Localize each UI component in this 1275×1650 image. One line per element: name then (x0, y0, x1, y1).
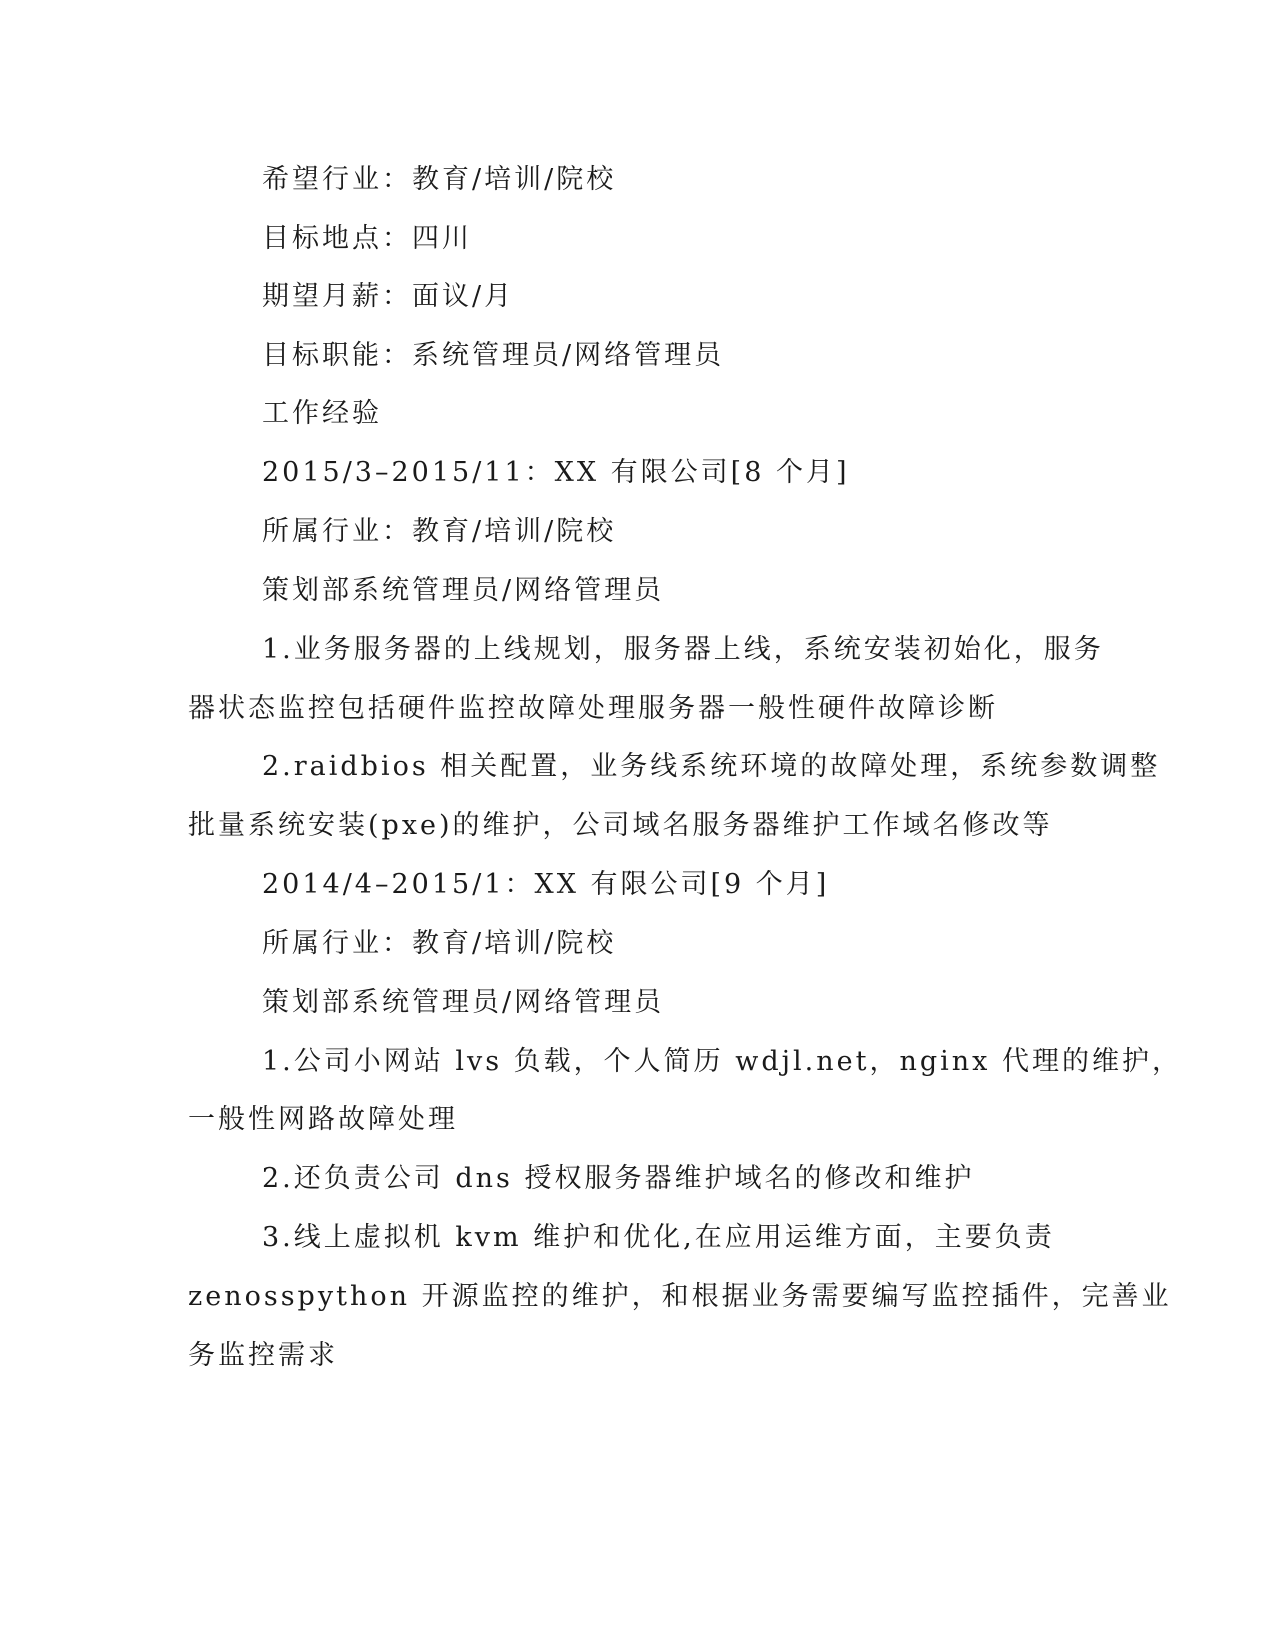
job-period-1: 2015/3–2015/11：XX 有限公司[8 个月] (262, 457, 850, 488)
job-2-duty-2: 2.还负责公司 dns 授权服务器维护域名的修改和维护 (262, 1163, 975, 1194)
job-2-duty-1: 1.公司小网站 lvs 负载，个人简历 wdjl.net，nginx 代理的维护， (262, 1046, 1182, 1077)
job-1-title: 策划部系统管理员/网络管理员 (262, 575, 665, 606)
job-2-industry: 所属行业：教育/培训/院校 (262, 928, 617, 959)
job-2-duty-3-cont: zenosspython 开源监控的维护，和根据业务需要编写监控插件，完善业 (188, 1281, 1172, 1312)
job-1-duty-1: 1.业务服务器的上线规划，服务器上线，系统安装初始化，服务 (262, 634, 1104, 665)
job-2-duty-3: 3.线上虚拟机 kvm 维护和优化,在应用运维方面，主要负责 (262, 1222, 1055, 1253)
job-1-duty-2-cont: 批量系统安装(pxe)的维护，公司域名服务器维护工作域名修改等 (188, 810, 1053, 841)
target-function-line: 目标职能：系统管理员/网络管理员 (262, 340, 725, 371)
job-period-2: 2014/4–2015/1：XX 有限公司[9 个月] (262, 869, 830, 900)
target-location-line: 目标地点：四川 (262, 223, 472, 254)
job-2-title: 策划部系统管理员/网络管理员 (262, 987, 665, 1018)
section-heading-work-experience: 工作经验 (262, 398, 382, 429)
job-1-duty-2: 2.raidbios 相关配置，业务线系统环境的故障处理，系统参数调整 (262, 751, 1161, 782)
desired-industry-line: 希望行业：教育/培训/院校 (262, 164, 617, 195)
job-1-industry: 所属行业：教育/培训/院校 (262, 516, 617, 547)
job-2-duty-1-cont: 一般性网路故障处理 (188, 1104, 458, 1135)
job-1-duty-1-cont: 器状态监控包括硬件监控故障处理服务器一般性硬件故障诊断 (188, 693, 998, 724)
job-2-duty-3-cont-2: 务监控需求 (188, 1340, 338, 1371)
expected-salary-line: 期望月薪：面议/月 (262, 281, 515, 312)
